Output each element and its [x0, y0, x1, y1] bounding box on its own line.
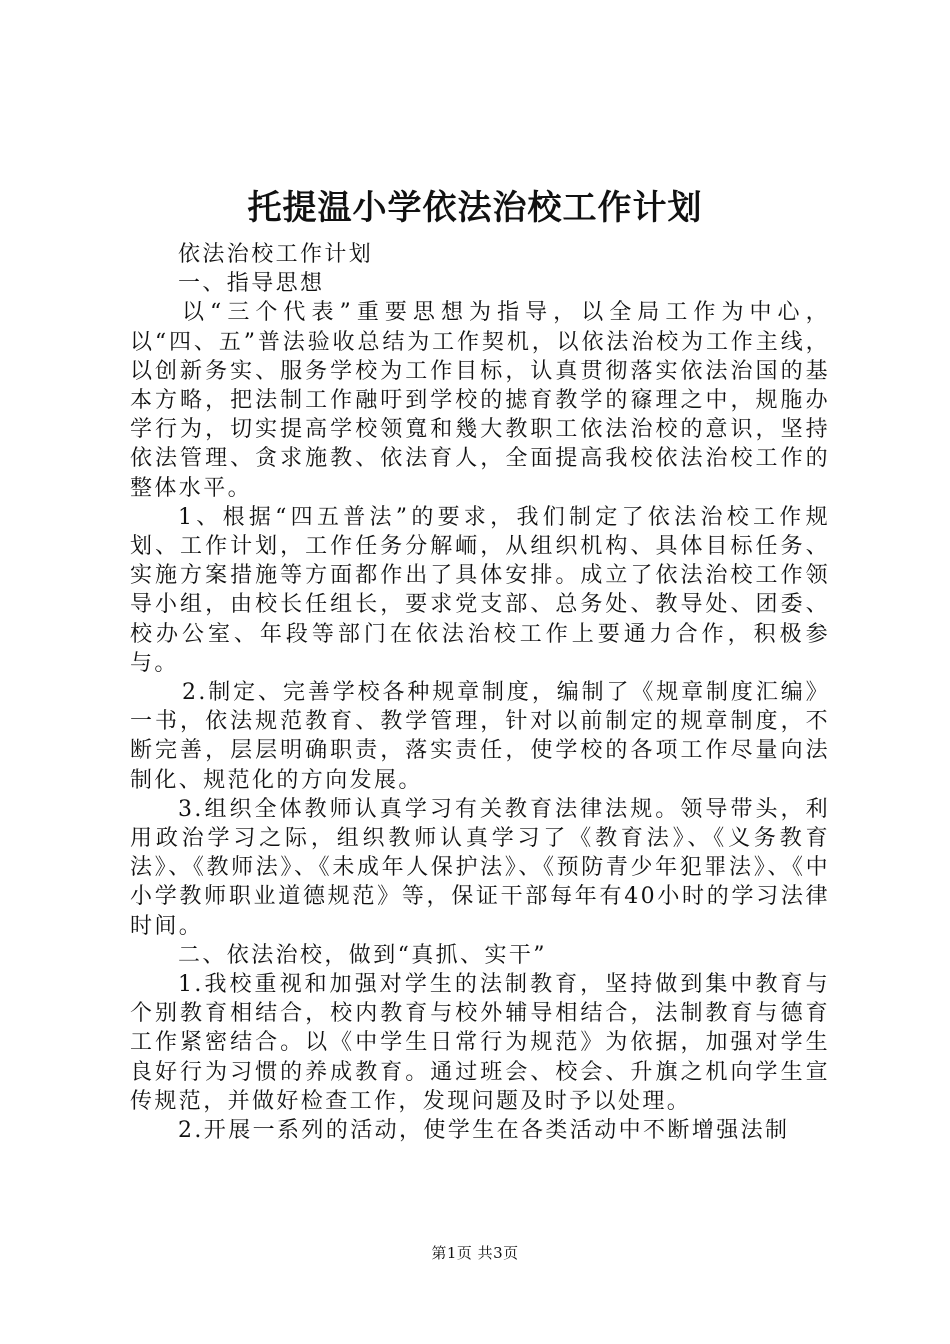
- paragraph-item-3: 3.组织全体教师认真学习有关教育法律法规。领导带头，利用政治学习之际，组织教师认真学习了《教育法》、《义务教育法》、《教师法》、《未成年人保护法》、《预防青少年犯罪法》、《中小学教师职业道德规范》等，保证干部每年有40小时的学习法律时间。: [130, 796, 830, 939]
- section-heading-guiding-ideology: 一、指导思想: [178, 271, 325, 297]
- page-number: 第1页 共3页: [431, 1244, 519, 1262]
- section-heading-rule-of-law: 二、依法治校，做到“真抓、实干”: [178, 942, 547, 968]
- paragraph-item-1: 1、根据“四五普法”的要求，我们制定了依法治校工作规划、工作计划，工作任务分解峏，从组织机构、具体目标任务、实施方案措施等方面都作出了具体安排。成立了依法治校工作领导小组，由校长任组长，要求党支部、总务处、教导处、团委、校办公室、年段等部门在依法治校工作上要通力合作，积极参与。: [130, 504, 830, 676]
- document-body: [130, 240, 830, 1145]
- paragraph-guiding-ideology: 以“三个代表”重要思想为指导，以全局工作为中心，以“四、五”普法验收总结为工作契机，以依法治校为工作主线，以创新务实、服务学校为工作目标，认真贯彻落实依法治国的基本方略，把法制工作融吁到学校的摅育教学的窱理之中，规胣办学行为，切实提高学校领寬和幾大教职工依法治校的意识，坚持依法管理、贪求施教、依法育人，全面提高我校依法治校工作的整体水平。: [130, 300, 830, 501]
- paragraph-item-2: 2.制定、完善学校各种规章制度，编制了《规章制度汇编》一书，依法规范教育、教学管理，针对以前制定的规章制度，不断完善，层层明确职责，落实责任，使学校的各项工作尽量向法制化、规范化的方向发展。: [130, 680, 830, 793]
- subtitle-paragraph: 依法治校工作计划: [178, 242, 374, 267]
- paragraph-section2-item-2: 2.开展一系列的活动，使学生在各类活动中不断增强法制: [178, 1118, 790, 1144]
- document-title: 托提温小学依法治校工作计划: [247, 188, 703, 228]
- paragraph-section2-item-1: 1.我校重视和加强对学生的法制教育，坚持做到集中教育与个别教育相结合，校内教育与校外辅导相结合，法制教育与德育工作紧密结合。以《中学生日常行为规范》为依据，加强对学生良好行为习惯的养成教育。通过班会、校会、升旗之机向学生宣传规范，并做好检查工作，发现问题及时予以处理。: [130, 972, 830, 1114]
